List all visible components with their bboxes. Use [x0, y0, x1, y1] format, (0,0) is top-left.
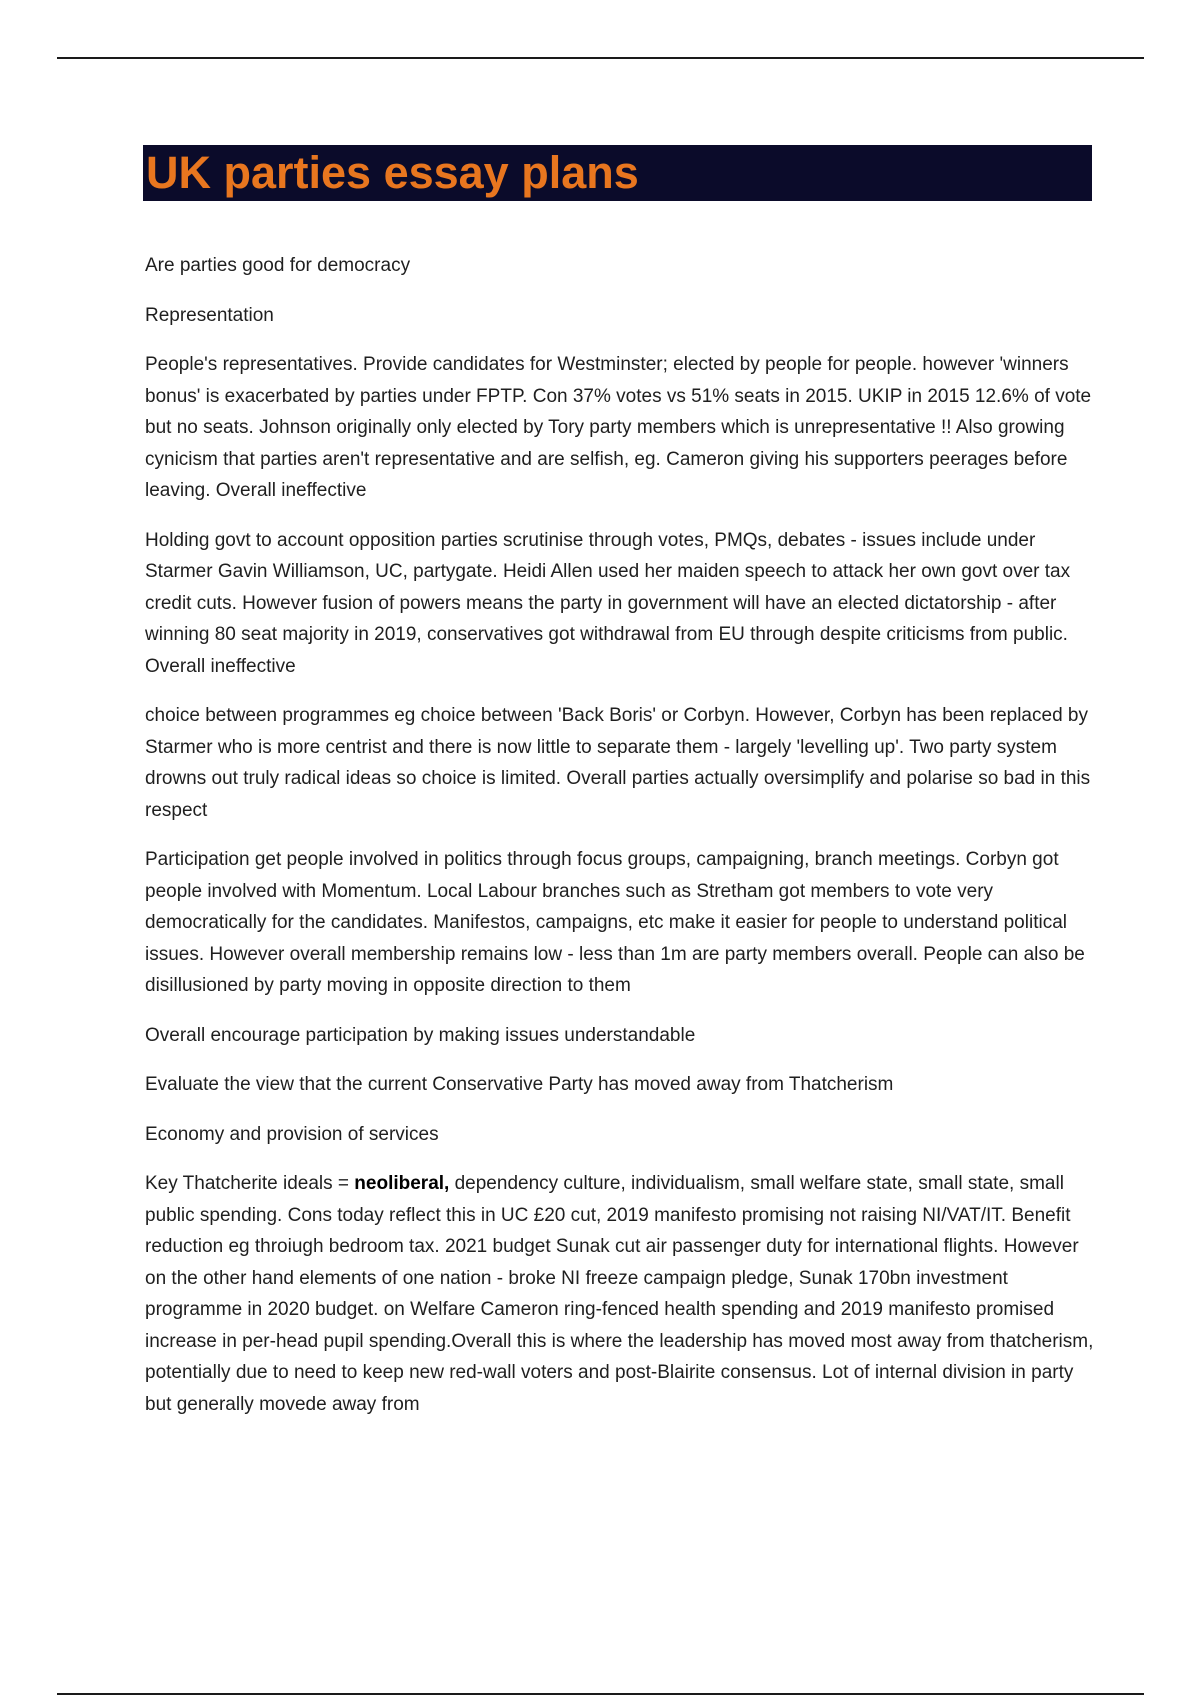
- document-body: [145, 250, 1095, 1438]
- title-banner: [143, 145, 1092, 201]
- thatcherite-body: dependency culture, individualism, small welfare state, small state, small public spending. Cons today reflect this in UC £20 cut, 2019 manifesto promising not raising NI/VAT/IT. Benefit reduction eg throiugh bedroom tax. 2021 budget Sunak cut air passenger duty for international flights. However on the other hand elements of one nation - broke NI freeze campaign pledge, Sunak 170bn investment programme in 2020 budget. on Welfare Cameron ring-fenced health spending and 2019 manifesto promised increase in per-head pupil spending.Overall this is where the leadership has moved most away from thatcherism, potentially due to need to keep new red-wall voters and post-Blairite consensus. Lot of internal division in party but generally movede away from: [145, 1173, 1094, 1415]
- paragraph-thatcherite-ideals: [145, 1168, 1095, 1420]
- paragraph-choice-between-programmes: choice between programmes eg choice between 'Back Boris' or Corbyn. However, Corbyn has been replaced by Starmer who is more centrist and there is now little to separate them - largely 'levelling up'. Two party system drowns out truly radical ideas so choice is limited. Overall parties actually oversimplify and polarise so bad in this respect: [145, 705, 1091, 821]
- bold-term-neoliberal: neoliberal,: [354, 1173, 450, 1194]
- bottom-rule: [57, 1693, 1144, 1695]
- paragraph-holding-govt-to-account: Holding govt to account opposition parties scrutinise through votes, PMQs, debates - issues include under Starmer Gavin Williamson, UC, partygate. Heidi Allen used her maiden speech to attack her own govt over tax credit cuts. However fusion of powers means the party in government will have an elected dictatorship - after winning 80 seat majority in 2019, conservatives got withdrawal from EU through despite criticisms from public. Overall ineffective: [145, 529, 1071, 677]
- essay-question-2: Evaluate the view that the current Conservative Party has moved away from Thatcherism: [145, 1074, 894, 1095]
- thatcherite-prefix: Key Thatcherite ideals =: [145, 1173, 355, 1194]
- paragraph-representatives: People's representatives. Provide candidates for Westminster; elected by people for people. however 'winners bonus' is exacerbated by parties under FPTP. Con 37% votes vs 51% seats in 2015. UKIP in 2015 12.6% of vote but no seats. Johnson originally only elected by Tory party members which is unrepresentative !! Also growing cynicism that parties aren't representative and are selfish, eg. Cameron giving his supporters peerages before leaving. Overall ineffective: [145, 354, 1092, 501]
- section-heading-representation: Representation: [145, 304, 274, 326]
- top-rule: [57, 57, 1144, 59]
- paragraph-participation: Participation get people involved in politics through focus groups, campaigning, branch meetings. Corbyn got people involved with Momentum. Local Labour branches such as Stretham got members to vote very democratically for the candidates. Manifestos, campaigns, etc make it easier for people to understand political issues. However overall membership remains low - less than 1m are party members overall. People can also be disillusioned by party moving in opposite direction to them: [145, 849, 1085, 996]
- paragraph-overall-participation: Overall encourage participation by making issues understandable: [145, 1024, 696, 1046]
- section-heading-economy: Economy and provision of services: [145, 1123, 439, 1145]
- page-title: UK parties essay plans: [146, 147, 639, 198]
- essay-question-1: Are parties good for democracy: [145, 255, 411, 276]
